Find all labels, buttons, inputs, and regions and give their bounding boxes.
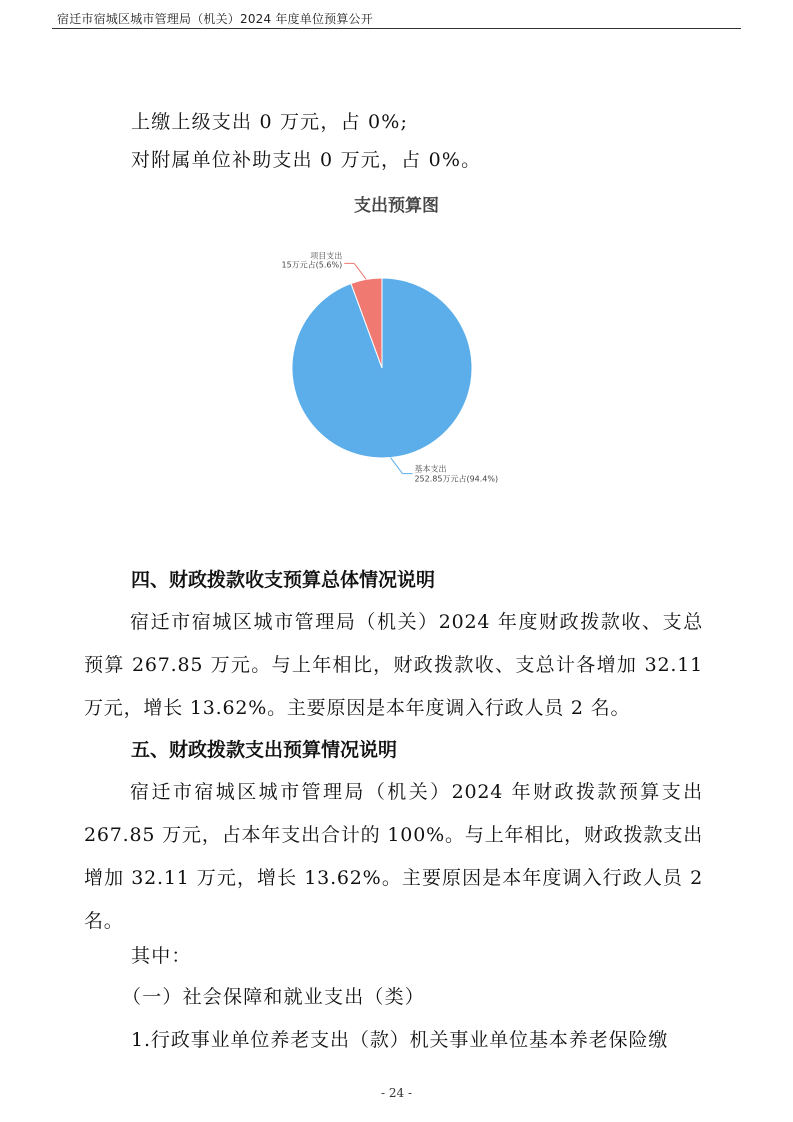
chart-title: 支出预算图 <box>354 196 439 216</box>
pie-chart <box>240 240 560 500</box>
label-basic-value: 252.85万元占(94.4%) <box>414 474 499 484</box>
section-heading: 五、财政拨款支出预算情况说明 <box>131 739 398 761</box>
subheading: （一）社会保障和就业支出（类） <box>122 986 426 1008</box>
subheading: 1.行政事业单位养老支出（款）机关事业单位基本养老保险缴 <box>131 1029 669 1051</box>
leader-line-project <box>354 263 366 279</box>
header-title: 宿迁市宿城区城市管理局（机关）2024 年度单位预算公开 <box>57 12 373 26</box>
label-basic-name: 基本支出 <box>414 464 447 474</box>
section-heading: 四、财政拨款收支预算总体情况说明 <box>131 569 436 591</box>
section-body: 宿迁市宿城区城市管理局（机关）2024 年度财政拨款收、支总预算 267.85 万元。与上年相比，财政拨款收、支总计各增加 32.11 万元，增长 13.62%。主要原因是本年度调入行政人员 2 名。 <box>84 611 703 719</box>
leader-line-basic <box>390 458 402 474</box>
page-number: - 24 - <box>380 1086 412 1100</box>
label-project-name: 项目支出 <box>310 251 343 261</box>
text-line: 上缴上级支出 0 万元，占 0%; <box>131 111 409 133</box>
text-line: 其中： <box>131 945 192 967</box>
text-line: 对附属单位补助支出 0 万元，占 0%。 <box>131 149 482 171</box>
section-body: 宿迁市宿城区城市管理局（机关）2024 年财政拨款预算支出 267.85 万元，占本年支出合计的 100%。与上年相比，财政拨款支出增加 32.11 万元，增长 13.62%。主要原因是本年度调入行政人员 2 名。 <box>84 781 703 932</box>
label-project-value: 15万元占(5.6%) <box>281 260 343 270</box>
header-rule <box>52 28 741 29</box>
